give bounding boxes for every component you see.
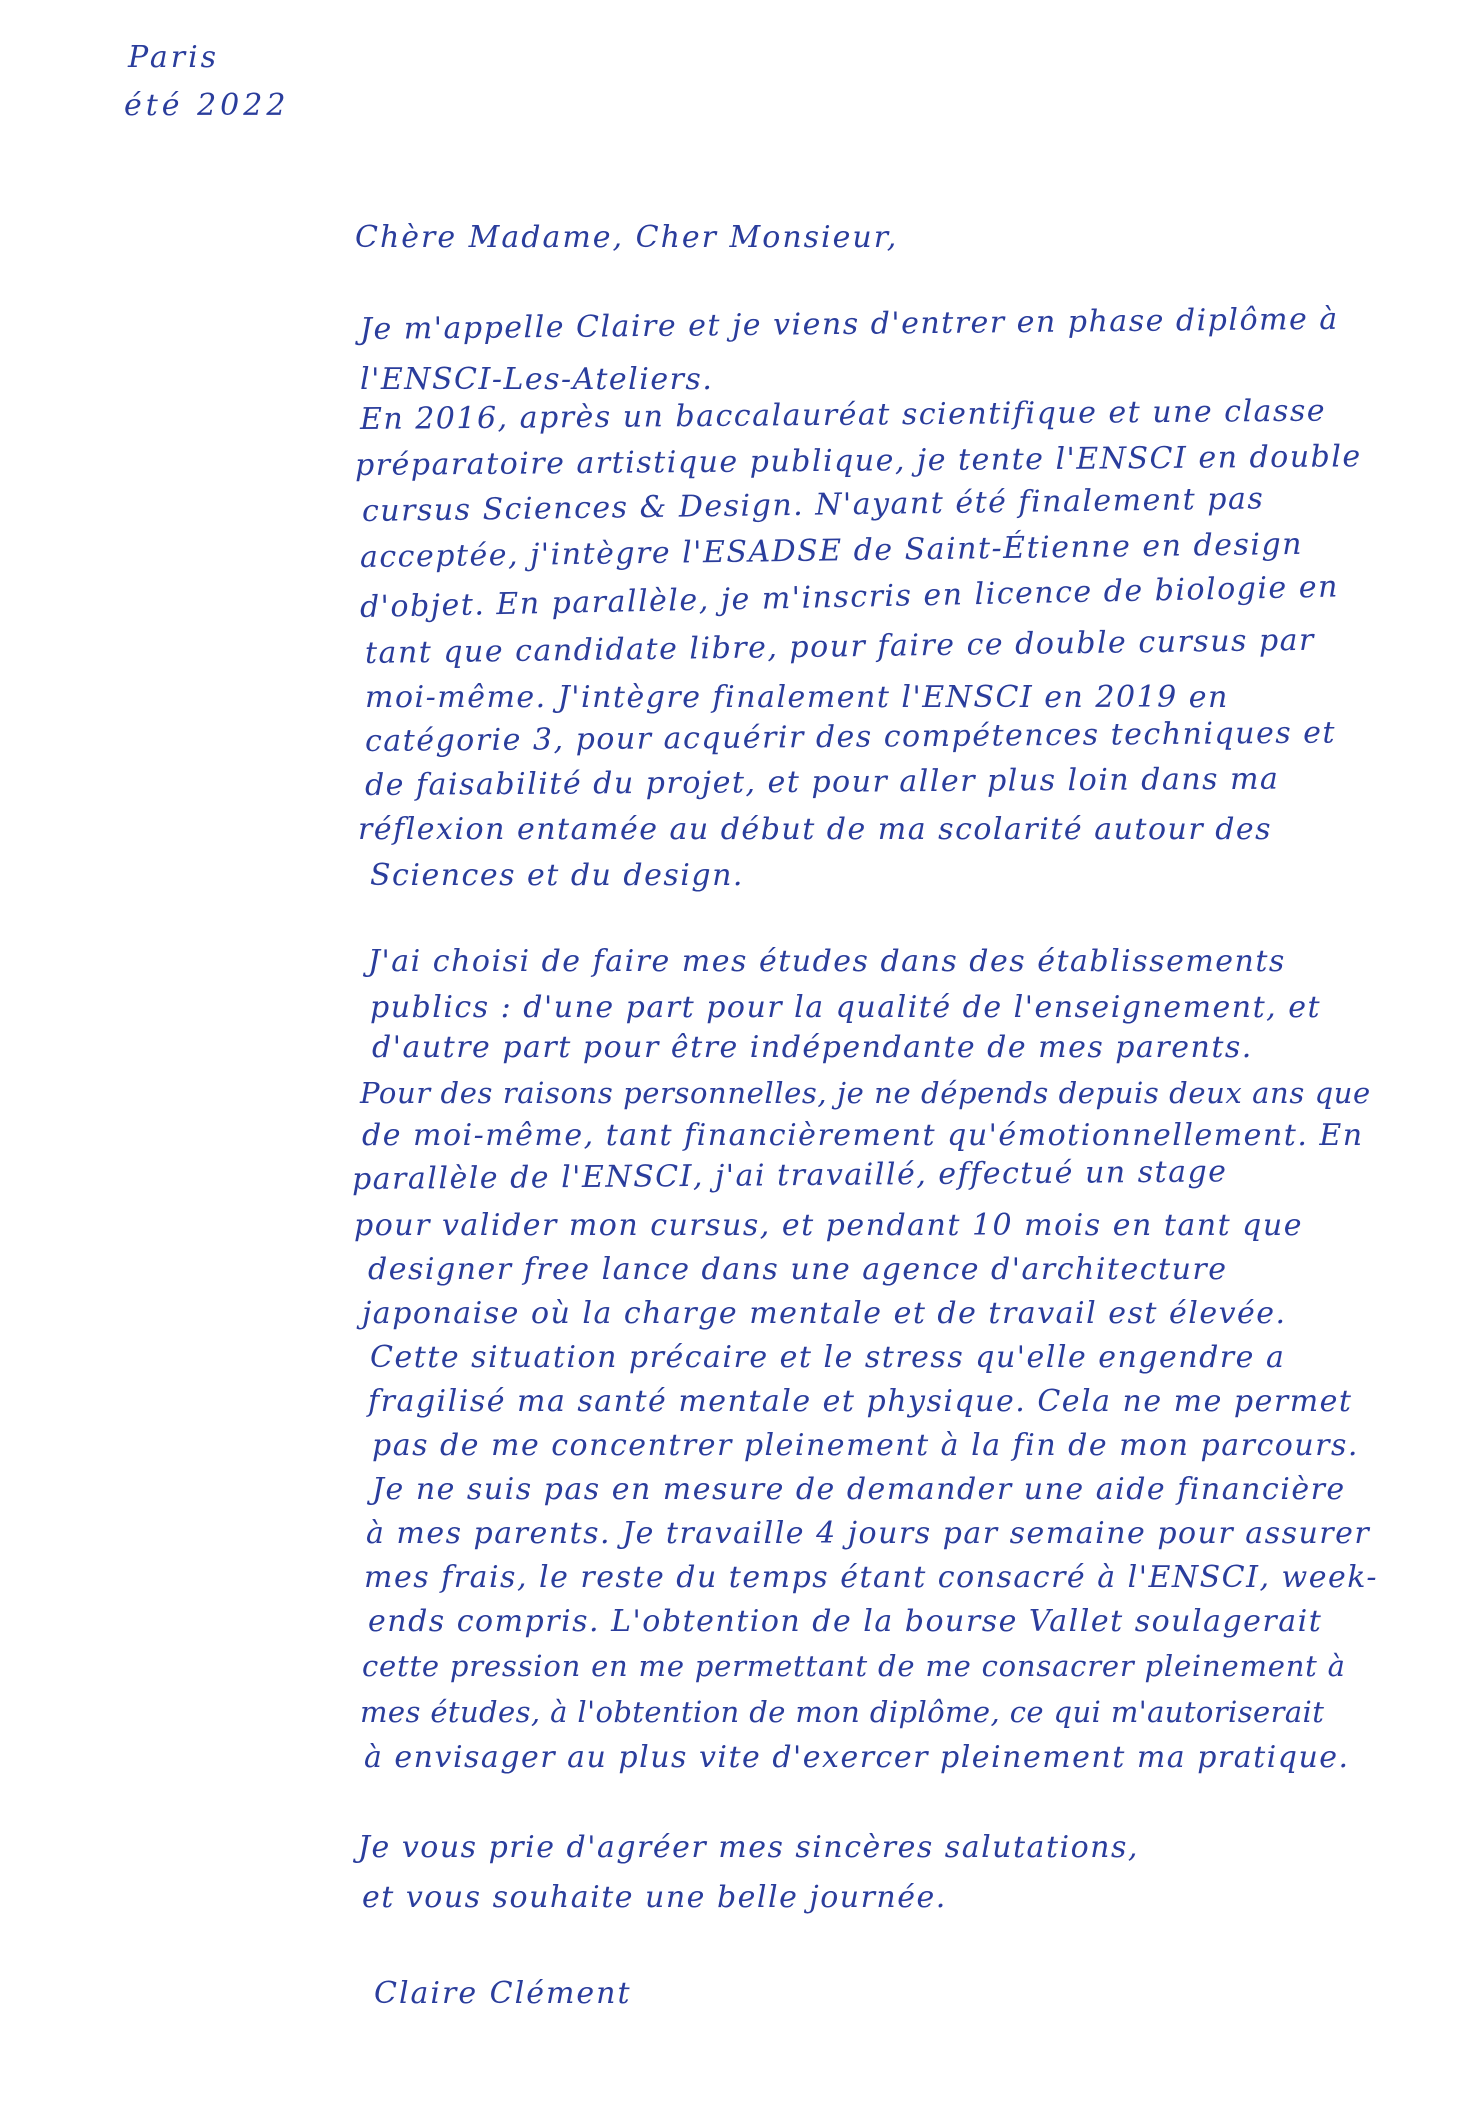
paragraph2-line: ends compris. L'obtention de la bourse Vallet soulagerait [368, 1604, 1323, 1639]
paragraph2-line: designer free lance dans une agence d'architecture [368, 1252, 1228, 1287]
paragraph2-line: japonaise où la charge mentale et de travail est élevée. [362, 1296, 1287, 1331]
header-place: Paris [128, 40, 220, 75]
closing-line: Je vous prie d'agréer mes sincères salutations, [358, 1830, 1139, 1865]
paragraph2-line: à mes parents. Je travaille 4 jours par semaine pour assurer [366, 1516, 1371, 1551]
paragraph1-line: catégorie 3, pour acquérir des compétences techniques et [364, 715, 1337, 759]
paragraph2-line: Pour des raisons personnelles, je ne dépends depuis deux ans que [360, 1076, 1371, 1110]
paragraph2-line: pour valider mon cursus, et pendant 10 mois en tant que [354, 1208, 1303, 1243]
paragraph1-line: réflexion entamée au début de ma scolarité autour des [358, 812, 1273, 847]
paragraph1-line: cursus Sciences & Design. N'ayant été finalement pas [361, 481, 1265, 529]
paragraph2-line: Cette situation précaire et le stress qu'elle engendre a [370, 1340, 1286, 1375]
paragraph1-line: l'ENSCI-Les-Ateliers. [360, 362, 714, 397]
paragraph2-line: parallèle de l'ENSCI, j'ai travaillé, effectué un stage [351, 1154, 1228, 1197]
paragraph2-line: pas de me concentrer pleinement à la fin de mon parcours. [372, 1428, 1359, 1463]
paragraph1-line: d'objet. En parallèle, je m'inscris en licence de biologie en [359, 569, 1340, 625]
header-date: été 2022 [124, 88, 290, 123]
letter-greeting: Chère Madame, Cher Monsieur, [355, 220, 899, 255]
paragraph2-line: à envisager au plus vite d'exercer pleinement ma pratique. [364, 1740, 1350, 1775]
paragraph1-line: Je m'appelle Claire et je viens d'entrer en phase diplôme à [359, 301, 1339, 347]
signature: Claire Clément [374, 1976, 632, 2011]
paragraph2-line: mes frais, le reste du temps étant consacré à l'ENSCI, week- [364, 1560, 1379, 1595]
paragraph2-line: cette pression en me permettant de me consacrer pleinement à [362, 1649, 1346, 1683]
paragraph2-line: mes études, à l'obtention de mon diplôme, ce qui m'autoriserait [360, 1695, 1325, 1729]
paragraph1-line: préparatoire artistique publique, je tente l'ENSCI en double [354, 439, 1362, 483]
closing-line: et vous souhaite une belle journée. [362, 1880, 947, 1915]
paragraph2-line: d'autre part pour être indépendante de mes parents. [372, 1030, 1253, 1065]
paragraph1-line: de faisabilité du projet, et pour aller plus loin dans ma [364, 761, 1280, 803]
paragraph1-line: En 2016, après un baccalauréat scientifique et une classe [359, 393, 1327, 437]
paragraph1-line: acceptée, j'intègre l'ESADSE de Saint-Étienne en design [359, 526, 1304, 575]
paragraph2-line: J'ai choisi de faire mes études dans des établissements [368, 944, 1286, 979]
paragraph2-line: fragilisé ma santé mentale et physique. Cela ne me permet [368, 1384, 1353, 1419]
paragraph2-line: de moi-même, tant financièrement qu'émotionnellement. En [362, 1118, 1364, 1153]
paragraph2-line: Je ne suis pas en mesure de demander une aide financière [372, 1472, 1346, 1507]
paragraph1-line: tant que candidate libre, pour faire ce double cursus par [364, 622, 1316, 671]
paragraph1-line: Sciences et du design. [370, 858, 744, 893]
paragraph2-line: publics : d'une part pour la qualité de l'enseignement, et [370, 990, 1322, 1025]
paragraph1-line: moi-même. J'intègre finalement l'ENSCI en 2019 en [365, 680, 1229, 715]
